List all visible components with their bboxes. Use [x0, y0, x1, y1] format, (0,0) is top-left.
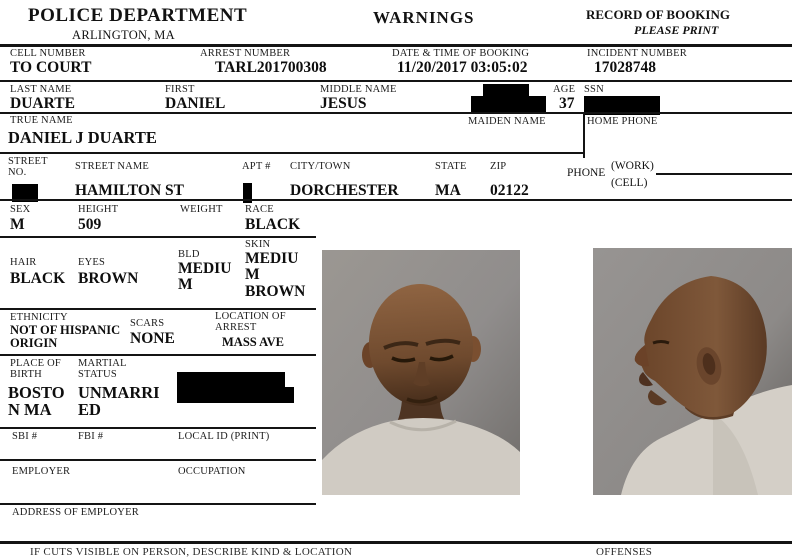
employer-address-label: ADDRESS OF EMPLOYER	[12, 507, 139, 518]
front-mugshot-photo	[322, 250, 520, 495]
scars-label: SCARS	[130, 318, 165, 329]
middle-name-label: MIDDLE NAME	[320, 84, 397, 95]
employer-label: EMPLOYER	[12, 466, 71, 477]
race-label: RACE	[245, 204, 274, 215]
occupation-label: OCCUPATION	[178, 466, 246, 477]
skin-value: MEDIUM BROWN	[245, 250, 306, 300]
birth-place-value: BOSTON MA	[8, 383, 65, 420]
marital-status-value: UNMARRIED	[78, 383, 160, 420]
page-title: POLICE DEPARTMENT	[28, 5, 248, 26]
arrest-number-label: ARREST NUMBER	[200, 48, 291, 59]
divider	[0, 427, 316, 429]
offenses-label: OFFENSES	[596, 546, 653, 558]
ethnicity-label: ETHNICITY	[10, 312, 68, 323]
warnings-title: WARNINGS	[373, 8, 475, 27]
race-value: BLACK	[245, 216, 301, 233]
height-value: 509	[78, 216, 102, 233]
street-no-label: STREET NO.	[8, 156, 48, 179]
record-of-booking-title: RECORD OF BOOKING	[586, 7, 730, 22]
divider	[0, 503, 316, 505]
true-name-label: TRUE NAME	[10, 115, 73, 126]
divider	[0, 236, 316, 238]
build-value: MEDIUM	[178, 260, 232, 294]
street-name-value: HAMILTON ST	[75, 182, 184, 199]
marital-row-redaction-box	[285, 387, 294, 403]
divider	[0, 112, 792, 114]
marital-row-redaction-box	[177, 372, 285, 403]
phone-label: PHONE	[567, 167, 606, 179]
height-label: HEIGHT	[78, 204, 119, 215]
booking-datetime-label: DATE & TIME OF BOOKING	[392, 48, 530, 59]
divider	[0, 152, 585, 154]
first-name-label: FIRST	[165, 84, 195, 95]
divider	[0, 354, 316, 356]
profile-mugshot-image	[593, 248, 792, 495]
hair-label: HAIR	[10, 257, 37, 268]
first-name-value: DANIEL	[165, 95, 226, 112]
city-town-value: DORCHESTER	[290, 182, 399, 199]
birth-place-label: PLACE OF BIRTH	[10, 358, 61, 381]
divider	[0, 44, 792, 47]
maiden-name-label: MAIDEN NAME	[468, 116, 546, 127]
sex-label: SEX	[10, 204, 31, 215]
age-value: 37	[559, 95, 575, 112]
age-label: AGE	[553, 84, 576, 95]
sbi-label: SBI #	[12, 431, 38, 442]
home-phone-label: HOME PHONE	[587, 116, 658, 127]
cell-number-label: CELL NUMBER	[10, 48, 86, 59]
dob-redaction-box	[471, 96, 546, 113]
divider	[0, 80, 792, 82]
divider	[0, 308, 316, 310]
profile-mugshot-photo	[593, 248, 792, 495]
fbi-label: FBI #	[78, 431, 104, 442]
last-name-label: LAST NAME	[10, 84, 72, 95]
sex-value: M	[10, 216, 25, 233]
scars-value: NONE	[130, 330, 175, 347]
middle-name-value: JESUS	[320, 95, 367, 112]
arrest-location-label: LOCATION OF ARREST	[215, 311, 286, 334]
arrest-location-value: MASS AVE	[222, 335, 284, 349]
hair-value: BLACK	[10, 270, 66, 287]
weight-label: WEIGHT	[180, 204, 223, 215]
divider	[0, 459, 316, 461]
front-mugshot-image	[322, 250, 520, 495]
street-name-label: STREET NAME	[75, 161, 150, 172]
phone-work-line	[656, 173, 792, 175]
divider	[0, 199, 792, 201]
dept-location: ARLINGTON, MA	[72, 28, 175, 42]
true-name-value: DANIEL J DUARTE	[8, 128, 157, 147]
state-value: MA	[435, 182, 461, 199]
apt-label: APT #	[242, 161, 271, 172]
zip-value: 02122	[490, 182, 529, 199]
please-print-note: PLEASE PRINT	[634, 23, 719, 37]
cuts-description-label: IF CUTS VISIBLE ON PERSON, DESCRIBE KIND & LOCATION	[30, 546, 353, 558]
phone-work-label: (WORK)	[611, 160, 654, 172]
ethnicity-value: NOT OF HISPANIC ORIGIN	[10, 323, 121, 351]
state-label: STATE	[435, 161, 467, 172]
ssn-label: SSN	[584, 84, 604, 95]
eyes-label: EYES	[78, 257, 106, 268]
incident-number-value: 17028748	[594, 59, 656, 76]
booking-datetime-value: 11/20/2017 03:05:02	[397, 59, 528, 76]
skin-label: SKIN	[245, 239, 271, 250]
last-name-value: DUARTE	[10, 95, 75, 112]
divider	[0, 541, 792, 544]
incident-number-label: INCIDENT NUMBER	[587, 48, 687, 59]
marital-status-label: MARTIAL STATUS	[78, 358, 127, 381]
local-id-label: LOCAL ID (PRINT)	[178, 431, 270, 442]
phone-cell-label: (CELL)	[611, 177, 648, 189]
build-label: BLD	[178, 249, 200, 260]
cell-number-value: TO COURT	[10, 59, 92, 76]
eyes-value: BROWN	[78, 270, 139, 287]
zip-label: ZIP	[490, 161, 507, 172]
arrest-number-value: TARL201700308	[215, 59, 327, 76]
city-town-label: CITY/TOWN	[290, 161, 351, 172]
